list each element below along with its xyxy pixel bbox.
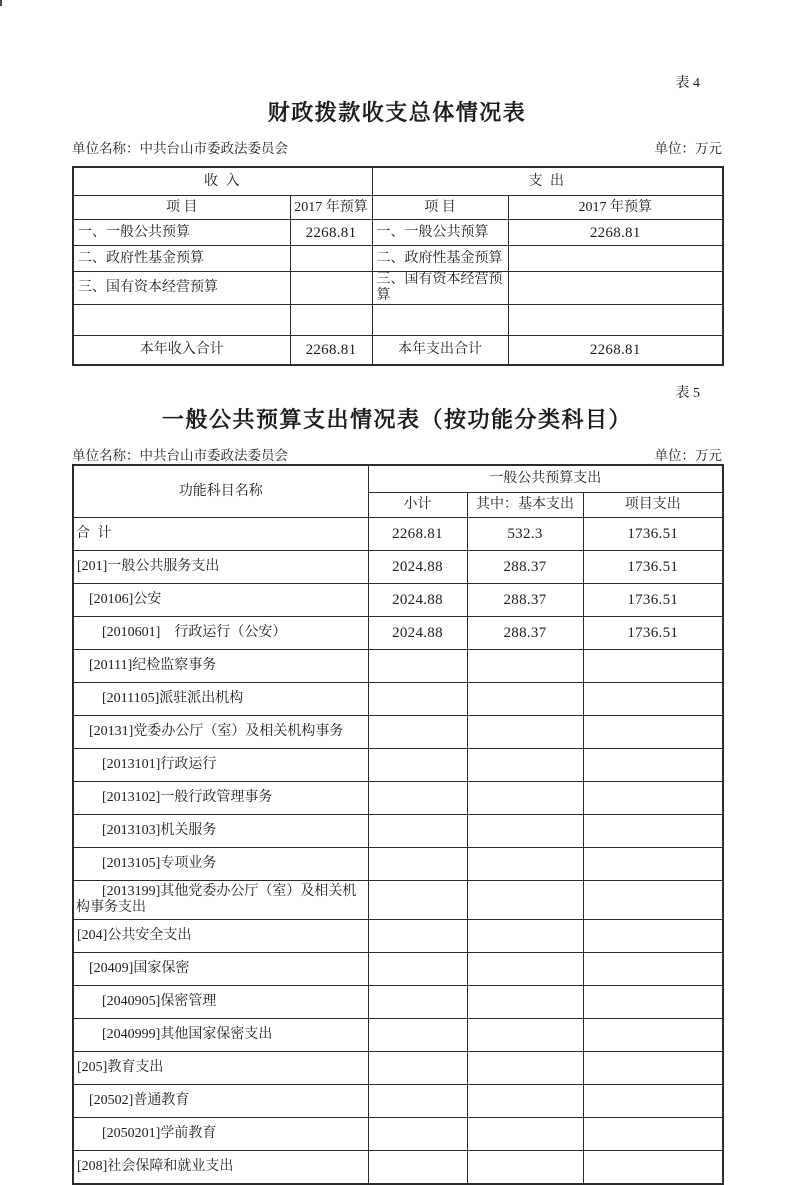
- expense-total-value: 2268.81: [508, 336, 723, 366]
- table4-row: [73, 272, 723, 305]
- subtotal-cell: [368, 716, 467, 749]
- basic-cell: [467, 716, 583, 749]
- table4-column-header-row: [73, 196, 723, 220]
- function-subject-cell: [2011105]派驻派出机构: [73, 683, 368, 716]
- project-cell: 1736.51: [583, 551, 723, 584]
- project-cell: [583, 1052, 723, 1085]
- basic-cell: [467, 1151, 583, 1185]
- basic-cell: [467, 920, 583, 953]
- subtotal-cell: [368, 986, 467, 1019]
- basic-cell: [467, 1085, 583, 1118]
- subtotal-cell: [368, 1019, 467, 1052]
- income-value-cell: [290, 246, 372, 272]
- subtotal-cell: [368, 1052, 467, 1085]
- function-subject-cell: [2013102]一般行政管理事务: [73, 782, 368, 815]
- function-subject-cell: [208]社会保障和就业支出: [73, 1151, 368, 1185]
- table5-row: [73, 716, 723, 749]
- function-subject-cell: [20106]公安: [73, 584, 368, 617]
- table5-row: [73, 1151, 723, 1185]
- expense-value-cell: [508, 272, 723, 305]
- project-cell: [583, 953, 723, 986]
- function-subject-cell: 合 计: [73, 518, 368, 551]
- subtotal-cell: [368, 683, 467, 716]
- table4-empty-row: [73, 305, 723, 336]
- function-subject-cell: [20131]党委办公厅（室）及相关机构事务: [73, 716, 368, 749]
- table4-row: [73, 220, 723, 246]
- table5-row: [73, 749, 723, 782]
- project-cell: [583, 815, 723, 848]
- table5-row: [73, 815, 723, 848]
- subtotal-cell: [368, 881, 467, 920]
- scan-artifact: [0, 0, 2, 6]
- basic-cell: [467, 848, 583, 881]
- income-value-cell: 2268.81: [290, 220, 372, 246]
- table5-row: [73, 1019, 723, 1052]
- project-cell: [583, 848, 723, 881]
- basic-cell: [467, 953, 583, 986]
- expense-section-header: 支 出: [372, 167, 723, 196]
- subtotal-cell: [368, 815, 467, 848]
- subtotal-cell: [368, 1151, 467, 1185]
- subtotal-cell: [368, 1118, 467, 1151]
- project-cell: [583, 1151, 723, 1185]
- table5-row: [73, 584, 723, 617]
- table4-row: [73, 246, 723, 272]
- function-subject-cell: [2013105]专项业务: [73, 848, 368, 881]
- expense-item-cell: 二、政府性基金预算: [372, 246, 508, 272]
- basic-cell: 288.37: [467, 551, 583, 584]
- budget-expense-group-header: 一般公共预算支出: [368, 465, 723, 493]
- table5-unit-row: [72, 447, 722, 464]
- project-cell: 1736.51: [583, 584, 723, 617]
- expense-item-cell: 三、国有资本经营预算: [372, 272, 508, 305]
- function-subject-cell: [20502]普通教育: [73, 1085, 368, 1118]
- basic-cell: [467, 683, 583, 716]
- project-cell: 1736.51: [583, 617, 723, 650]
- table5-row: [73, 1085, 723, 1118]
- table5-row: [73, 683, 723, 716]
- subtotal-cell: [368, 920, 467, 953]
- subtotal-cell: 2024.88: [368, 584, 467, 617]
- table4-sheet-tag: 表 4: [675, 76, 700, 91]
- income-value-cell: [290, 272, 372, 305]
- basic-cell: [467, 782, 583, 815]
- table5-row: [73, 920, 723, 953]
- table5-row: [73, 1118, 723, 1151]
- function-subject-cell: [2013199]其他党委办公厅（室）及相关机构事务支出: [73, 881, 368, 920]
- project-cell: [583, 1019, 723, 1052]
- table5-row: [73, 551, 723, 584]
- function-subject-cell: [2040999]其他国家保密支出: [73, 1019, 368, 1052]
- table5-title: 一般公共预算支出情况表（按功能分类科目）: [161, 407, 632, 432]
- table5: [72, 464, 724, 1185]
- function-subject-cell: [201]一般公共服务支出: [73, 551, 368, 584]
- function-subject-cell: [2013101]行政运行: [73, 749, 368, 782]
- table5-row: [73, 986, 723, 1019]
- table5-row: [73, 848, 723, 881]
- project-cell: [583, 881, 723, 920]
- table5-row: [73, 782, 723, 815]
- project-cell: [583, 650, 723, 683]
- function-subject-header: 功能科目名称: [73, 465, 368, 518]
- subtotal-cell: [368, 749, 467, 782]
- subtotal-cell: [368, 1085, 467, 1118]
- project-cell: [583, 1085, 723, 1118]
- table5-row: [73, 1052, 723, 1085]
- function-subject-cell: [2040905]保密管理: [73, 986, 368, 1019]
- table4-title: 财政拨款收支总体情况表: [267, 100, 527, 125]
- subtotal-cell: 2024.88: [368, 551, 467, 584]
- function-subject-cell: [204]公共安全支出: [73, 920, 368, 953]
- basic-expense-header: 其中：基本支出: [467, 493, 583, 518]
- table5-header-row-1: [73, 465, 723, 493]
- expense-item-header: 项 目: [372, 196, 508, 220]
- table5-row: [73, 518, 723, 551]
- basic-cell: [467, 1019, 583, 1052]
- basic-cell: [467, 749, 583, 782]
- basic-cell: [467, 986, 583, 1019]
- function-subject-cell: [20111]纪检监察事务: [73, 650, 368, 683]
- basic-cell: 288.37: [467, 584, 583, 617]
- basic-cell: 288.37: [467, 617, 583, 650]
- income-item-cell: 二、政府性基金预算: [73, 246, 290, 272]
- expense-item-cell: [372, 305, 508, 336]
- table5-row: [73, 953, 723, 986]
- basic-cell: [467, 1118, 583, 1151]
- table4-unit-name: 单位名称：中共台山市委政法委员会: [72, 141, 288, 156]
- subtotal-cell: [368, 782, 467, 815]
- project-expense-header: 项目支出: [583, 493, 723, 518]
- subtotal-cell: [368, 953, 467, 986]
- function-subject-cell: [20409]国家保密: [73, 953, 368, 986]
- function-subject-cell: [2050201]学前教育: [73, 1118, 368, 1151]
- expense-item-cell: 一、一般公共预算: [372, 220, 508, 246]
- expense-total-label: 本年支出合计: [372, 336, 508, 366]
- function-subject-cell: [2010601] 行政运行（公安）: [73, 617, 368, 650]
- income-item-cell: 三、国有资本经营预算: [73, 272, 290, 305]
- project-cell: [583, 782, 723, 815]
- income-value-cell: [290, 305, 372, 336]
- basic-cell: [467, 650, 583, 683]
- table4-unit-row: [72, 140, 722, 157]
- project-cell: [583, 1118, 723, 1151]
- subtotal-header: 小计: [368, 493, 467, 518]
- income-item-header: 项 目: [73, 196, 290, 220]
- table4-section-header-row: [73, 167, 723, 196]
- table5-unit-label: 单位：万元: [654, 448, 722, 463]
- subtotal-cell: 2024.88: [368, 617, 467, 650]
- subtotal-cell: 2268.81: [368, 518, 467, 551]
- basic-cell: [467, 815, 583, 848]
- income-item-cell: 一、一般公共预算: [73, 220, 290, 246]
- project-cell: [583, 986, 723, 1019]
- subtotal-cell: [368, 650, 467, 683]
- expense-budget-header: 2017 年预算: [508, 196, 723, 220]
- basic-cell: [467, 1052, 583, 1085]
- table4: [72, 166, 724, 366]
- basic-cell: [467, 881, 583, 920]
- table5-row: [73, 881, 723, 920]
- income-total-label: 本年收入合计: [73, 336, 290, 366]
- table5-row: [73, 650, 723, 683]
- basic-cell: 532.3: [467, 518, 583, 551]
- expense-value-cell: [508, 305, 723, 336]
- project-cell: [583, 749, 723, 782]
- table5-row: [73, 617, 723, 650]
- table5-sheet-tag: 表 5: [675, 386, 700, 401]
- project-cell: 1736.51: [583, 518, 723, 551]
- project-cell: [583, 683, 723, 716]
- subtotal-cell: [368, 848, 467, 881]
- income-total-value: 2268.81: [290, 336, 372, 366]
- income-item-cell: [73, 305, 290, 336]
- expense-value-cell: 2268.81: [508, 220, 723, 246]
- income-section-header: 收 入: [73, 167, 372, 196]
- income-budget-header: 2017 年预算: [290, 196, 372, 220]
- expense-value-cell: [508, 246, 723, 272]
- table5-unit-name: 单位名称：中共台山市委政法委员会: [72, 448, 288, 463]
- function-subject-cell: [205]教育支出: [73, 1052, 368, 1085]
- table4-total-row: [73, 336, 723, 366]
- project-cell: [583, 716, 723, 749]
- table4-unit-label: 单位：万元: [654, 141, 722, 156]
- function-subject-cell: [2013103]机关服务: [73, 815, 368, 848]
- project-cell: [583, 920, 723, 953]
- table5-body: [73, 518, 723, 1185]
